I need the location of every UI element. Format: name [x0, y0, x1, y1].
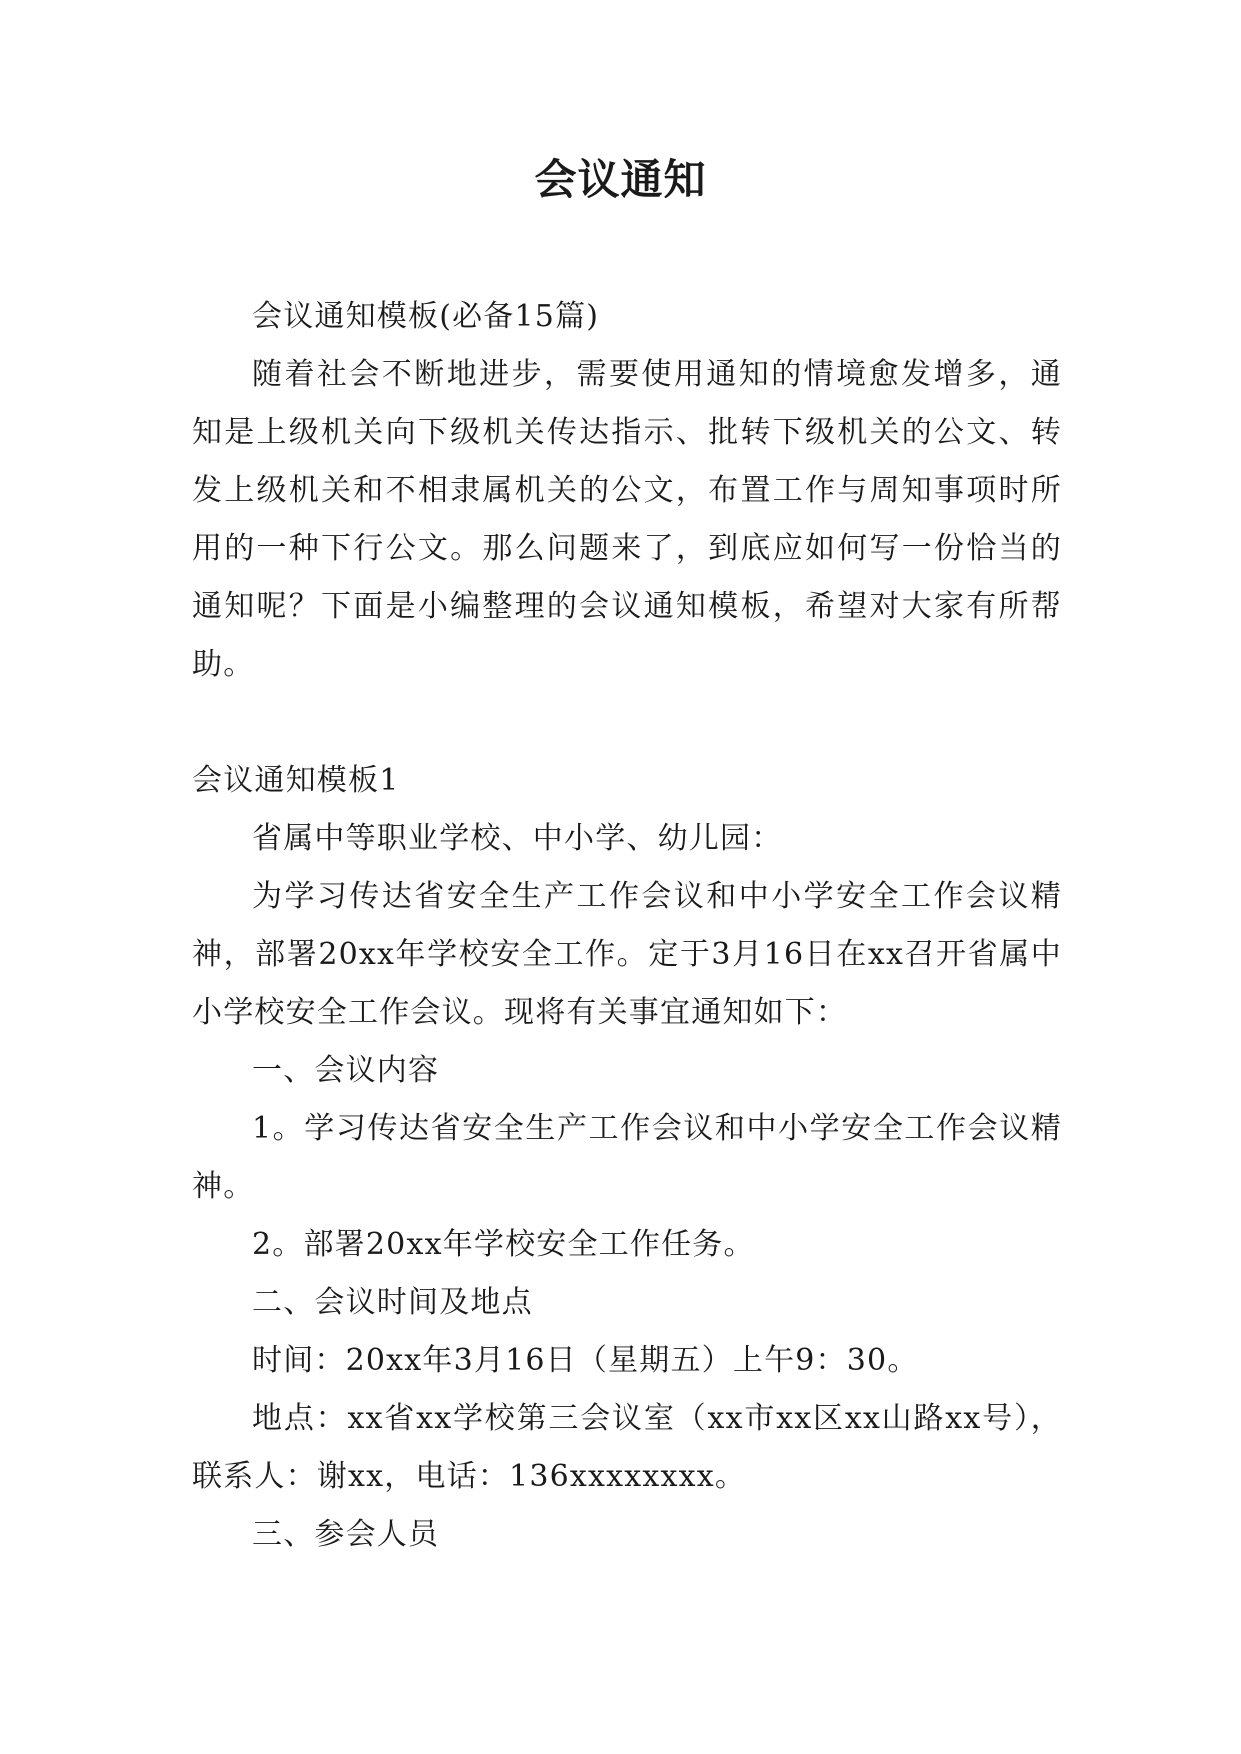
content-item-1: 1。学习传达省安全生产工作会议和中小学安全工作会议精神。	[192, 1111, 1062, 1204]
heading-time-place: 二、会议时间及地点	[252, 1285, 533, 1320]
document-title: 会议通知	[534, 155, 707, 204]
section-spacer	[192, 694, 1062, 752]
purpose-paragraph: 为学习传达省安全生产工作会议和中小学安全工作会议精神，部署20xx年学校安全工作。定于3月16日在xx召开省属中小学校安全工作会议。现将有关事宜通知如下：	[192, 879, 1062, 1030]
heading-attendees: 三、参会人员	[252, 1517, 440, 1552]
meeting-place: 地点：xx省xx学校第三会议室（xx市xx区xx山路xx号），联系人：谢xx，电话：136xxxxxxxx。	[192, 1401, 1062, 1494]
heading-meeting-content: 一、会议内容	[252, 1053, 440, 1088]
intro-subtitle: 会议通知模板(必备15篇)	[252, 299, 600, 334]
addressee-line: 省属中等职业学校、中小学、幼儿园：	[252, 821, 783, 856]
intro-paragraph: 随着社会不断地进步，需要使用通知的情境愈发增多，通知是上级机关向下级机关传达指示、批转下级机关的公文、转发上级机关和不相隶属机关的公文，布置工作与周知事项时所用的一种下行公文。那么问题来了，到底应如何写一份恰当的通知呢？下面是小编整理的会议通知模板，希望对大家有所帮助。	[192, 357, 1062, 682]
meeting-time: 时间：20xx年3月16日（星期五）上午9：30。	[252, 1343, 919, 1378]
section-heading: 会议通知模板1	[192, 763, 400, 798]
document-body	[192, 288, 1062, 1564]
content-item-2: 2。部署20xx年学校安全工作任务。	[252, 1227, 755, 1262]
